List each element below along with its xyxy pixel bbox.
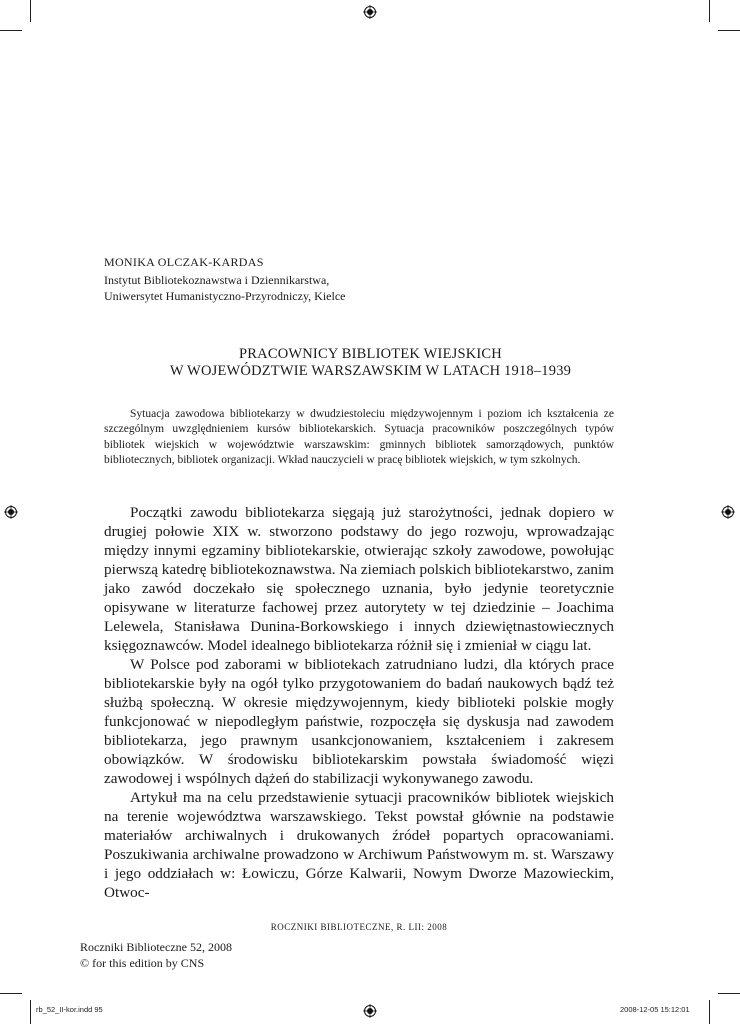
crop-mark-bottom-right-h	[718, 993, 740, 994]
article-title	[104, 346, 637, 380]
title-line-1: PRACOWNICY BIBLIOTEK WIEJSKICH	[239, 346, 502, 362]
abstract: Sytuacja zawodowa bibliotekarzy w dwudziestoleciu międzywojennym i poziom ich kształcenia ze szczególnym uwzględnieniem kursów bibliotekarskich. Sytuacja pracowników poszczególnych typów bibliotek wiejskich w województwie warszawskim: gminnych bibliotek samorządowych, punktów bibliotecznych, bibliotek organizacji. Wkład nauczycieli w pracę bibliotek wiejskich, w tym szkolnych.	[104, 408, 614, 466]
body-paragraph-2: W Polsce pod zaborami w bibliotekach zatrudniano ludzi, dla których prace bibliotekarskie były na ogół tylko przygotowaniem do badań naukowych bądź też służbą społeczną. W okresie międzywojennym, kiedy biblioteki polskie mogły funkcjonować w niepodległym państwie, rozpoczęła się dyskusja nad zawodem bibliotekarza, jego prawnym usankcjonowaniem, kształceniem i zakresem obowiązków. W środowisku bibliotekarskim powstała świadomość więzi zawodowej i wspólnych dążeń do stabilizacji wykonywanego zawodu.	[104, 656, 614, 787]
registration-mark-icon	[4, 505, 18, 519]
crop-mark-top-right-h	[718, 30, 740, 31]
running-footer: ROCZNIKI BIBLIOTECZNE, R. LII: 2008	[270, 922, 448, 932]
article-body	[104, 503, 614, 902]
title-line-2: W WOJEWÓDZTWIE WARSZAWSKIM W LATACH 1918–1939	[169, 363, 572, 379]
registration-mark-icon	[721, 505, 735, 519]
body-paragraph-1: Początki zawodu bibliotekarza sięgają już starożytności, jednak dopiero w drugiej połowie XIX w. stworzono podstawy do jego rozwoju, wprowadzając między innymi egzaminy bibliotekarskie, otwierając szkoły zawodowe, powołując pierwszą katedrę bibliotekoznawstwa. Na ziemiach polskich bibliotekarstwo, zanim jako zawód doczekało się społecznego uznania, było jedynie teoretycznie opisywane w literaturze fachowej przez autorytety w tej dziedzinie – Joachima Lelewela, Stanisława Dunina-Borkowskiego i innych dziewiętnastowiecznych księgoznawców. Model idealnego bibliotekarza różnił się i zmieniał w ciągu lat.	[104, 504, 614, 654]
author-affiliation	[104, 272, 345, 304]
crop-mark-top-left	[30, 0, 31, 22]
journal-line-1: Roczniki Biblioteczne 52, 2008	[80, 940, 232, 954]
crop-mark-top-right	[709, 0, 710, 22]
crop-mark-bottom-right	[709, 1000, 710, 1024]
registration-mark-icon	[363, 1004, 377, 1018]
crop-mark-bottom-left	[30, 1000, 31, 1024]
slug-datetime: 2008-12-05 15:12:01	[620, 1005, 690, 1014]
journal-line-2: © for this edition by CNS	[80, 956, 205, 970]
body-paragraph-3: Artykuł ma na celu przedstawienie sytuacji pracowników bibliotek wiejskich na terenie województwa warszawskiego. Tekst powstał głównie na podstawie materiałów archiwalnych i drukowanych źródeł popartych opracowaniami. Poszukiwania archiwalne prowadzono w Archiwum Państwowym m. st. Warszawy i jego oddziałach w: Łowiczu, Górze Kalwarii, Nowym Dworze Mazowieckim, Otwoc-	[104, 789, 614, 901]
registration-mark-icon	[363, 5, 377, 19]
journal-info	[80, 939, 232, 971]
author-name: MONIKA OLCZAK-KARDAS	[104, 255, 264, 269]
affiliation-line-2: Uniwersytet Humanistyczno-Przyrodniczy, Kielce	[104, 289, 346, 303]
affiliation-line-1: Instytut Bibliotekoznawstwa i Dziennikarstwa,	[104, 273, 330, 287]
crop-mark-bottom-left-h	[0, 993, 22, 994]
slug-filename: rb_52_II-kor.indd 95	[36, 1005, 103, 1014]
crop-mark-top-left-h	[0, 30, 22, 31]
